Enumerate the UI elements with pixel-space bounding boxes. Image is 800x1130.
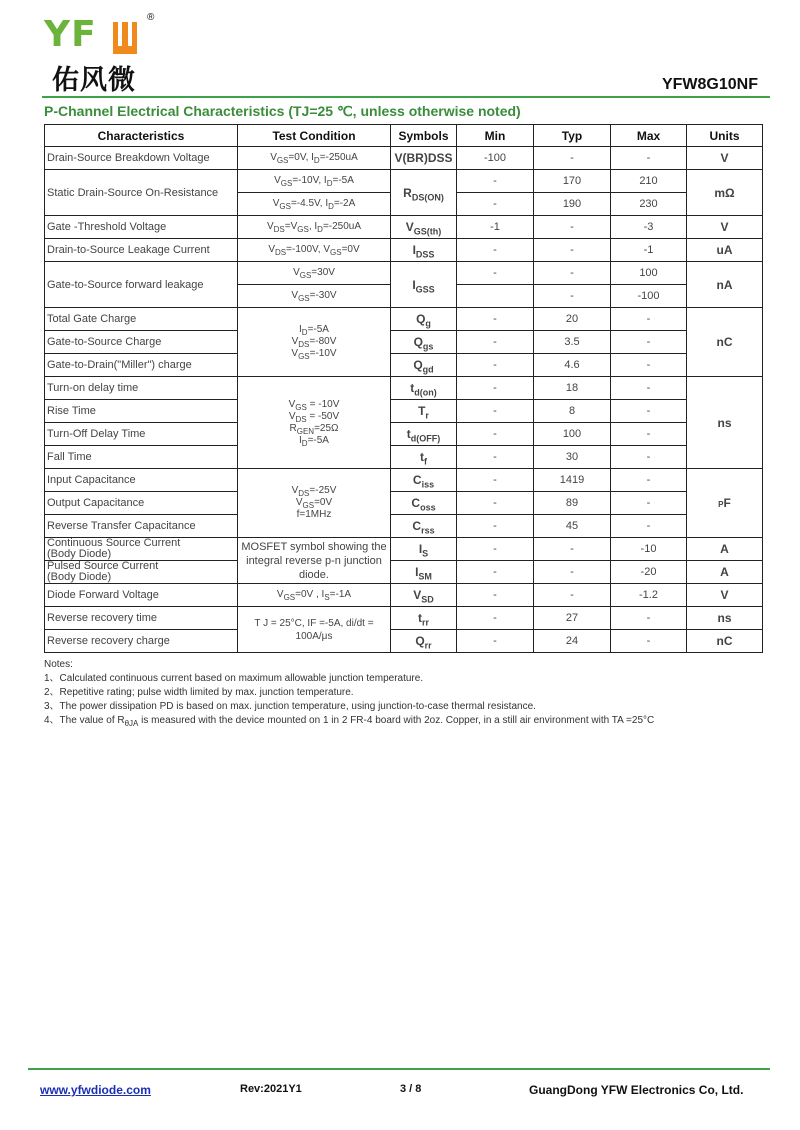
unit: nC — [687, 308, 763, 377]
characteristic: Rise Time — [45, 400, 238, 423]
characteristic: Continuous Source Current (Body Diode) — [45, 538, 238, 561]
unit: ns — [687, 607, 763, 630]
min-value: - — [457, 630, 534, 653]
min-value: - — [457, 308, 534, 331]
table-row — [45, 354, 763, 377]
unit: V — [687, 216, 763, 239]
test-condition: $V_{GS}=30V$ — [238, 262, 391, 285]
test-condition: $V_{GS}=-10V$, $I_D=-5A$ — [238, 170, 391, 193]
characteristic: Reverse recovery charge — [45, 630, 238, 653]
unit: A — [687, 538, 763, 561]
test-condition: $I_D=-5A$ $V_{DS}=-80V$ $V_{GS}=-10V$ — [238, 308, 391, 377]
characteristic: Drain-Source Breakdown Voltage — [45, 147, 238, 170]
note-item: 4、The value of $R_{\theta JA}$ is measured with the device mounted on 1 in 2 FR-4 board with 2oz. Copper, in a still air environment with TA =25°C — [44, 715, 655, 728]
symbol: $R_{DS(ON)}$ — [391, 170, 457, 216]
max-value: 230 — [611, 193, 687, 216]
max-value: - — [611, 308, 687, 331]
typ-value: 1419 — [534, 469, 611, 492]
min-value: - — [457, 170, 534, 193]
table-row — [45, 515, 763, 538]
max-value: - — [611, 331, 687, 354]
symbol: $I_{SM}$ — [391, 561, 457, 584]
typ-value: - — [534, 584, 611, 607]
min-value: - — [457, 607, 534, 630]
characteristic: Turn-on delay time — [45, 377, 238, 400]
characteristic: Reverse recovery time — [45, 607, 238, 630]
table-row — [45, 584, 763, 607]
symbol: $Q_{gs}$ — [391, 331, 457, 354]
unit: A — [687, 561, 763, 584]
unit: nC — [687, 630, 763, 653]
min-value: - — [457, 423, 534, 446]
registered-mark: ® — [147, 12, 155, 23]
max-value: -1.2 — [611, 584, 687, 607]
table-row — [45, 446, 763, 469]
symbol: $C_{oss}$ — [391, 492, 457, 515]
typ-value: - — [534, 216, 611, 239]
col-header: Units — [687, 125, 763, 147]
max-value: - — [611, 492, 687, 515]
section-title: P-Channel Electrical Characteristics (TJ=25 ℃, unless otherwise noted) — [44, 103, 521, 119]
symbol: $I_{GSS}$ — [391, 262, 457, 308]
test-condition: $V_{DS}=-100V$, $V_{GS}=0V$ — [238, 239, 391, 262]
table-row — [45, 607, 763, 630]
characteristic: Drain-to-Source Leakage Current — [45, 239, 238, 262]
typ-value: - — [534, 262, 611, 285]
symbol: $I_{DSS}$ — [391, 239, 457, 262]
min-value: - — [457, 584, 534, 607]
table-row — [45, 492, 763, 515]
characteristic: Output Capacitance — [45, 492, 238, 515]
max-value: - — [611, 469, 687, 492]
website-link[interactable]: www.yfwdiode.com — [40, 1083, 151, 1097]
symbol: $I_S$ — [391, 538, 457, 561]
unit: nA — [687, 262, 763, 308]
unit: mΩ — [687, 170, 763, 216]
min-value: - — [457, 262, 534, 285]
table-row — [45, 538, 763, 561]
max-value: - — [611, 630, 687, 653]
min-value: - — [457, 193, 534, 216]
electrical-characteristics-table — [44, 124, 763, 653]
col-header: Min — [457, 125, 534, 147]
min-value: - — [457, 377, 534, 400]
unit: ns — [687, 377, 763, 469]
max-value: -3 — [611, 216, 687, 239]
company-name: GuangDong YFW Electronics Co, Ltd. — [529, 1083, 744, 1097]
typ-value: 170 — [534, 170, 611, 193]
test-condition: $V_{GS}=0V$ , $I_S=-1A$ — [238, 584, 391, 607]
min-value: - — [457, 515, 534, 538]
note-item: 2、Repetitive rating; pulse width limited by max. junction temperature. — [44, 687, 354, 698]
max-value: -100 — [611, 285, 687, 308]
characteristic: Diode Forward Voltage — [45, 584, 238, 607]
typ-value: 190 — [534, 193, 611, 216]
typ-value: 89 — [534, 492, 611, 515]
characteristic: Turn-Off Delay Time — [45, 423, 238, 446]
test-condition: $V_{GS}=-4.5V$, $I_D=-2A$ — [238, 193, 391, 216]
table-row — [45, 377, 763, 400]
symbol: $V_{SD}$ — [391, 584, 457, 607]
part-number: YFW8G10NF — [661, 76, 758, 93]
typ-value: - — [534, 147, 611, 170]
col-header: Max — [611, 125, 687, 147]
max-value: - — [611, 400, 687, 423]
characteristic: Total Gate Charge — [45, 308, 238, 331]
symbol: $Q_{rr}$ — [391, 630, 457, 653]
symbol: $C_{iss}$ — [391, 469, 457, 492]
min-value: - — [457, 492, 534, 515]
table-row — [45, 308, 763, 331]
min-value: - — [457, 239, 534, 262]
table-row — [45, 469, 763, 492]
table-row — [45, 239, 763, 262]
table-row — [45, 331, 763, 354]
min-value: - — [457, 331, 534, 354]
characteristic: Reverse Transfer Capacitance — [45, 515, 238, 538]
page-number: 3 / 8 — [400, 1083, 422, 1095]
max-value: - — [611, 377, 687, 400]
unit: uA — [687, 239, 763, 262]
col-header: Symbols — [391, 125, 457, 147]
table-row — [45, 147, 763, 170]
table-row — [45, 630, 763, 653]
table-row — [45, 423, 763, 446]
symbol: $T_r$ — [391, 400, 457, 423]
footer-rule — [28, 1068, 770, 1070]
typ-value: 3.5 — [534, 331, 611, 354]
max-value: - — [611, 147, 687, 170]
typ-value: 30 — [534, 446, 611, 469]
logo-chinese-name: 佑风微 — [52, 65, 136, 96]
typ-value: 27 — [534, 607, 611, 630]
symbol: $Q_{gd}$ — [391, 354, 457, 377]
typ-value: 20 — [534, 308, 611, 331]
min-value: - — [457, 354, 534, 377]
min-value: - — [457, 400, 534, 423]
max-value: -1 — [611, 239, 687, 262]
symbol: $V_{GS(th)}$ — [391, 216, 457, 239]
max-value: - — [611, 423, 687, 446]
notes-title: Notes: — [44, 659, 73, 670]
max-value: -10 — [611, 538, 687, 561]
characteristic: Input Capacitance — [45, 469, 238, 492]
max-value: - — [611, 515, 687, 538]
table-row — [45, 400, 763, 423]
typ-value: 8 — [534, 400, 611, 423]
col-header: Characteristics — [45, 125, 238, 147]
notes — [44, 658, 654, 728]
typ-value: - — [534, 561, 611, 584]
header-rule — [42, 96, 770, 98]
typ-value: - — [534, 239, 611, 262]
min-value — [457, 285, 534, 308]
logo-w-mark — [113, 22, 137, 54]
test-condition: MOSFET symbol showing the integral reverse p-n junction diode. — [238, 538, 391, 584]
min-value: - — [457, 469, 534, 492]
characteristic: Gate-to-Drain("Miller") charge — [45, 354, 238, 377]
symbol: $t_{d(on)}$ — [391, 377, 457, 400]
min-value: - — [457, 538, 534, 561]
characteristic: Static Drain-Source On-Resistance — [45, 170, 238, 216]
test-condition: $V_{DS}=V_{GS}$, $I_D=-250uA$ — [238, 216, 391, 239]
symbol: V(BR)DSS — [391, 147, 457, 170]
table-header-row — [45, 125, 763, 147]
min-value: - — [457, 561, 534, 584]
symbol: $t_f$ — [391, 446, 457, 469]
symbol: $t_{rr}$ — [391, 607, 457, 630]
characteristic: Fall Time — [45, 446, 238, 469]
characteristic: Gate-to-Source Charge — [45, 331, 238, 354]
max-value: -20 — [611, 561, 687, 584]
typ-value: 45 — [534, 515, 611, 538]
max-value: - — [611, 354, 687, 377]
symbol: $Q_g$ — [391, 308, 457, 331]
company-logo — [44, 12, 164, 96]
unit: V — [687, 147, 763, 170]
table-row — [45, 561, 763, 584]
table-row — [45, 216, 763, 239]
test-condition: $V_{GS} = -10V$ $V_{DS} = -50V$ $R_{GEN}=25\Omega$ $I_D=-5A$ — [238, 377, 391, 469]
typ-value: 24 — [534, 630, 611, 653]
table-row — [45, 170, 763, 193]
typ-value: 18 — [534, 377, 611, 400]
characteristic: Gate-to-Source forward leakage — [45, 262, 238, 308]
symbol: $C_{rss}$ — [391, 515, 457, 538]
symbol: $t_{d(OFF)}$ — [391, 423, 457, 446]
col-header: Test Condition — [238, 125, 391, 147]
test-condition: T J = 25°C, IF =-5A, di/dt = 100A/μs — [238, 607, 391, 653]
table-row — [45, 262, 763, 285]
note-item: 1、Calculated continuous current based on maximum allowable junction temperature. — [44, 673, 424, 684]
min-value: -1 — [457, 216, 534, 239]
min-value: - — [457, 446, 534, 469]
max-value: - — [611, 446, 687, 469]
unit: V — [687, 584, 763, 607]
test-condition: $V_{DS}=-25V$ $V_{GS}=0V$ f=1MHz — [238, 469, 391, 538]
note-item: 3、The power dissipation PD is based on max. junction temperature, using junction-to-case thermal resistance. — [44, 701, 536, 712]
unit: PF — [687, 469, 763, 538]
max-value: 100 — [611, 262, 687, 285]
characteristic: Gate -Threshold Voltage — [45, 216, 238, 239]
min-value: -100 — [457, 147, 534, 170]
typ-value: - — [534, 285, 611, 308]
col-header: Typ — [534, 125, 611, 147]
revision: Rev:2021Y1 — [240, 1083, 302, 1095]
characteristic: Pulsed Source Current (Body Diode) — [45, 561, 238, 584]
max-value: - — [611, 607, 687, 630]
logo-text: YF — [44, 14, 97, 55]
test-condition: $V_{GS}=0V$, $I_D=-250uA$ — [238, 147, 391, 170]
typ-value: - — [534, 538, 611, 561]
test-condition: $V_{GS}=-30V$ — [238, 285, 391, 308]
max-value: 210 — [611, 170, 687, 193]
typ-value: 100 — [534, 423, 611, 446]
typ-value: 4.6 — [534, 354, 611, 377]
